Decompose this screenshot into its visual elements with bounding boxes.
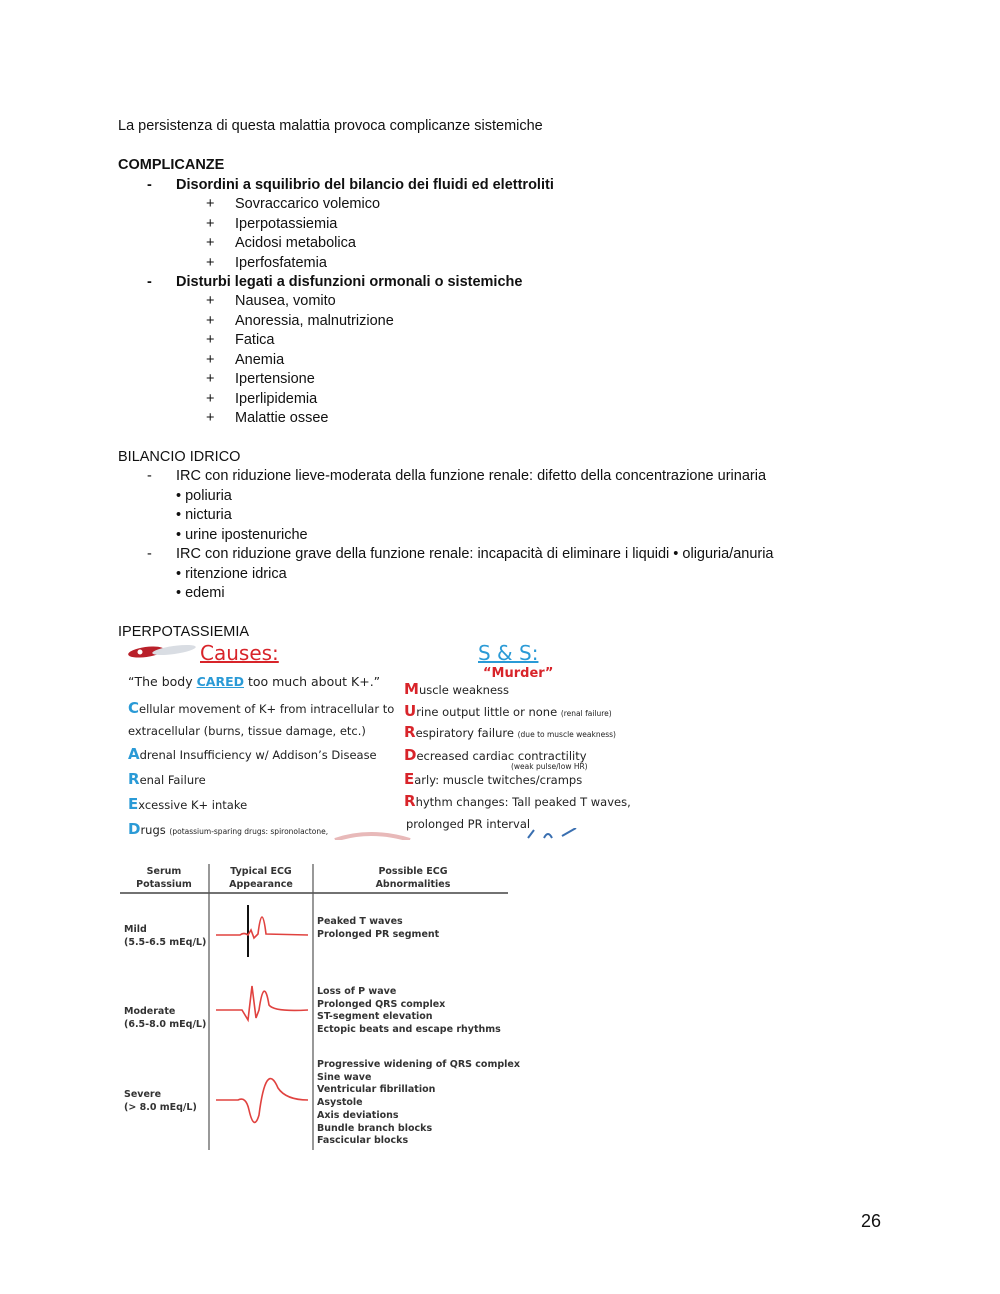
plus-marker: + xyxy=(206,352,215,368)
column-header: Serum Potassium xyxy=(136,866,192,890)
column-header: Possible ECG Abnormalities xyxy=(375,866,451,890)
ecg-table xyxy=(118,860,520,1152)
dash-marker: - xyxy=(147,274,152,290)
potassium-level: Severe (> 8.0 mEq/L) xyxy=(124,1089,197,1113)
group-title: Disordini a squilibrio del bilancio dei fluidi ed elettroliti xyxy=(176,177,554,193)
list-item: Fatica xyxy=(235,332,275,348)
list-item: Anemia xyxy=(235,352,285,368)
dash-marker: - xyxy=(147,177,152,193)
cause-item: Renal Failure xyxy=(128,770,206,788)
list-item: Ipertensione xyxy=(235,371,315,387)
plus-marker: + xyxy=(206,196,215,212)
sign-item: prolonged PR interval xyxy=(406,817,531,831)
list-item: • poliuria xyxy=(176,488,232,504)
list-item: Anoressia, malnutrizione xyxy=(235,313,394,329)
potassium-level: Mild (5.5-6.5 mEq/L) xyxy=(124,924,207,948)
causes-tagline: “The body CARED too much about K+.” xyxy=(128,674,381,689)
cause-item: Cellular movement of K+ from intracellular to xyxy=(128,699,395,717)
plus-marker: + xyxy=(206,216,215,232)
page-number: 26 xyxy=(861,1211,882,1231)
column-header: Typical ECG Appearance xyxy=(229,866,293,890)
abnormality-list: Progressive widening of QRS complex Sine wave Ventricular fibrillation Asystole Axis deviations Bundle branch blocks Fascicular blocks xyxy=(317,1059,520,1147)
intro-text: La persistenza di questa malattia provoca complicanze sistemiche xyxy=(118,118,543,134)
plus-marker: + xyxy=(206,235,215,251)
abnormality-list: Peaked T waves Prolonged PR segment xyxy=(317,916,440,940)
list-item: • urine ipostenuriche xyxy=(176,527,308,543)
plus-marker: + xyxy=(206,255,215,271)
cause-item: extracellular (burns, tissue damage, etc.) xyxy=(128,724,366,738)
sign-item: Decreased cardiac contractility xyxy=(404,746,587,764)
bilancio-heading: BILANCIO IDRICO xyxy=(118,449,241,465)
list-item: Iperfosfatemia xyxy=(235,255,327,271)
list-item: Iperlipidemia xyxy=(235,391,318,407)
abnormality-list: Loss of P wave Prolonged QRS complex ST-segment elevation Ectopic beats and escape rhythms xyxy=(317,986,501,1036)
signs-subtitle: “Murder” xyxy=(483,666,554,681)
sign-item: Muscle weakness xyxy=(404,680,510,698)
signs-title: S & S: xyxy=(478,641,539,665)
list-item: Sovraccarico volemico xyxy=(235,196,381,212)
list-item: Malattie ossee xyxy=(235,410,329,426)
list-item: Nausea, vomito xyxy=(235,293,336,309)
list-item: Acidosi metabolica xyxy=(235,235,356,251)
iperpotassiemia-heading: IPERPOTASSIEMIA xyxy=(118,624,250,640)
list-item: Iperpotassiemia xyxy=(235,216,338,232)
sign-item: Early: muscle twitches/cramps xyxy=(404,770,583,788)
complicanze-heading: COMPLICANZE xyxy=(118,157,225,173)
list-item: • ritenzione idrica xyxy=(176,566,287,582)
bilancio-text: IRC con riduzione lieve-moderata della funzione renale: difetto della concentrazione urinaria xyxy=(176,468,767,484)
bilancio-text: IRC con riduzione grave della funzione renale: incapacità di eliminare i liquidi • oliguria/anuria xyxy=(176,546,774,562)
list-item: • nicturia xyxy=(176,507,232,523)
potassium-level: Moderate (6.5-8.0 mEq/L) xyxy=(124,1006,207,1030)
sign-item: Rhythm changes: Tall peaked T waves, xyxy=(404,792,631,810)
sign-item: Urine output little or none (renal failure) xyxy=(404,702,612,720)
sign-note: (weak pulse/low HR) xyxy=(511,762,588,771)
list-item: • edemi xyxy=(176,585,225,601)
dash-marker: - xyxy=(147,546,152,562)
plus-marker: + xyxy=(206,313,215,329)
plus-marker: + xyxy=(206,293,215,309)
pill-decoration-icon xyxy=(126,642,196,664)
cause-item: Drugs (potassium-sparing drugs: spironolactone, xyxy=(128,820,329,838)
cause-item: Excessive K+ intake xyxy=(128,795,248,813)
plus-marker: + xyxy=(206,371,215,387)
cause-item: Adrenal Insufficiency w/ Addison’s Disease xyxy=(128,745,377,763)
mnemonic-infographic xyxy=(120,640,631,840)
group-title: Disturbi legati a disfunzioni ormonali o sistemiche xyxy=(176,274,523,290)
plus-marker: + xyxy=(206,410,215,426)
plus-marker: + xyxy=(206,332,215,348)
causes-title: Causes: xyxy=(200,641,279,665)
dash-marker: - xyxy=(147,468,152,484)
plus-marker: + xyxy=(206,391,215,407)
sign-item: Respiratory failure (due to muscle weakness) xyxy=(404,723,616,741)
decoration-scribble-icon xyxy=(330,828,580,840)
